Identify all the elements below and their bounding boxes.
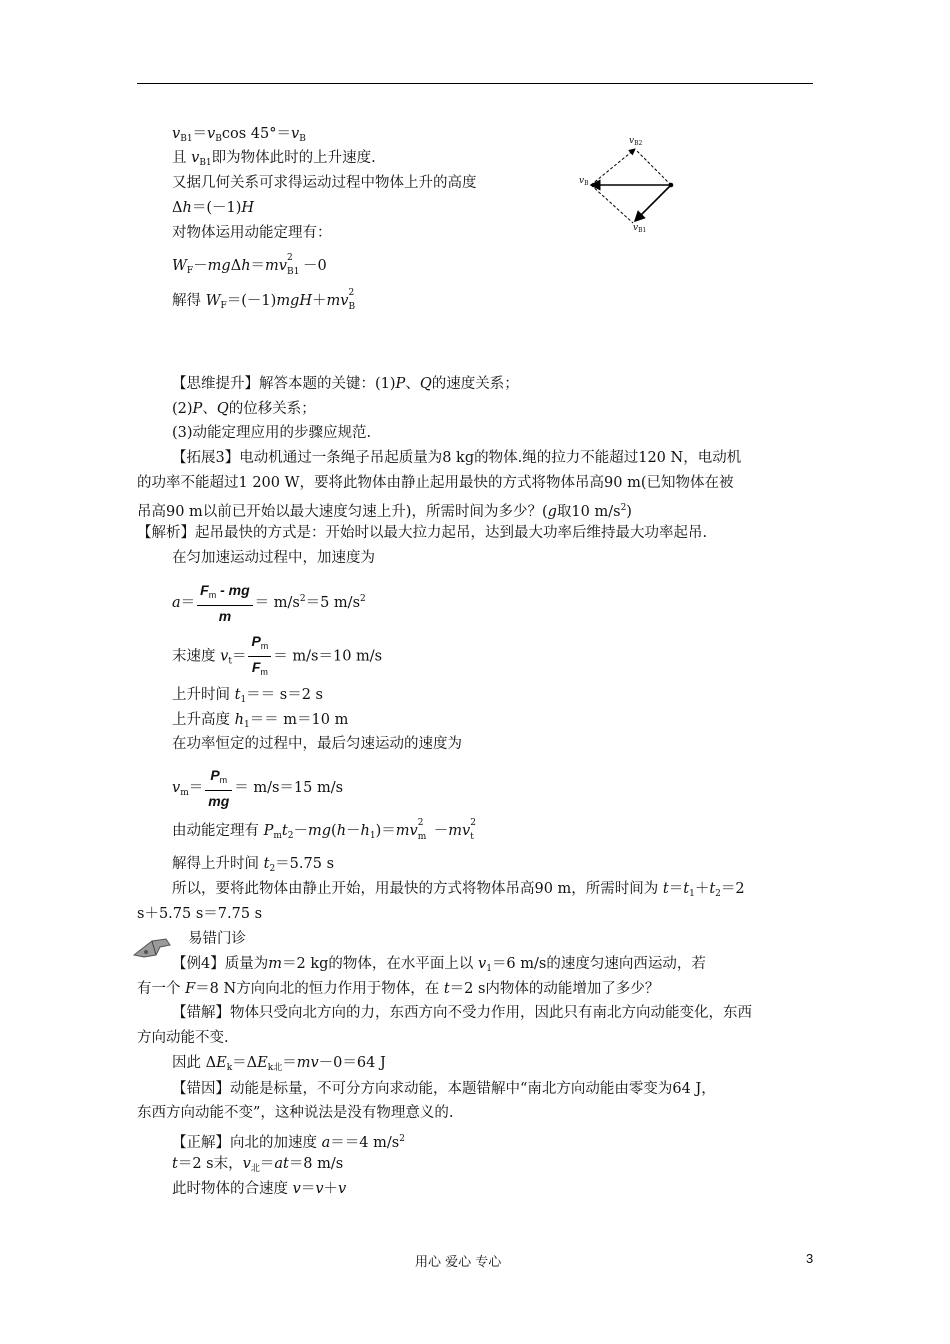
line-27: 【例4】质量为m＝2 kg的物体，在水平面上以 $v_1=6$ m/s的速度匀速向西运动，若 [172,956,706,974]
line-12: 的功率不能超过1 200 W，要将此物体由静止起用最快的方式将物体吊高90 m(已知物体在被 [137,475,734,491]
line-29: 【错解】物体只受向北方向的力，东西方向不受力作用，因此只有南北方向动能变化，东西 [172,1005,752,1021]
dashed-side-right [637,151,671,185]
line-11: 【拓展3】电动机通过一条绳子吊起质量为8 kg的物体.绳的拉力不能超过120 N，电动机 [172,450,742,466]
paperclip-icon [130,933,174,965]
line-1: $v_{B1}=v_B\cos$ $45^\circ=v_B$ [172,126,306,144]
footer-text: 用心 爱心 专心 [415,1255,502,1270]
label-vb1: $v_{B1}$ [633,223,647,234]
line-23: 解得上升时间 $t_2=5.75$ s [172,856,335,874]
line-21-max-velocity: $v_m=$ $\frac{P_m}{mg}$ ＝ m/s＝15 m/s [172,767,344,809]
line-17-final-velocity: 末速度 $v_t=$ $\frac{P_m}{F_m}$ ＝ m/s＝10 m/s [172,631,382,682]
line-4: Δh＝(－1)H [172,200,255,216]
line-22: 由动能定理有 $P_mt_2-mg(h-h_1)=mv$ 2 m －mv 2 t [172,818,476,842]
line-16-acceleration: a＝ $\frac{F_m - mg}{m}$ ＝ $m/s^2=5$ $m/s^2$ [172,582,366,624]
line-5: 对物体运用动能定理有： [172,225,332,241]
velocity-arrow-b2 [591,149,635,185]
pivot-point [669,183,674,188]
line-7: 解得 $W_F=(-1)mgH+mv$ 2 B [172,288,356,312]
line-2: 且 $v_{B1}$即为物体此时的上升速度. [172,150,376,168]
fraction-max-velocity: $\frac{P_m}{mg}$ [205,765,232,811]
line-24: 所以，要将此物体由静止开始，用最快的方式将物体吊高90 m，所需时间为 $t=t_1+t_2=2$ [172,881,745,899]
line-28: 有一个 F＝8 N方向向北的恒力作用于物体，在 t＝2 s内物体的动能增加了多少？ [137,981,660,997]
line-10: (3)动能定理应用的步骤应规范. [172,425,372,441]
line-6: $W_F-mg\Delta h=mv$ 2 B1 －0 [172,253,327,277]
label-vb: $v_B$ [579,176,589,187]
dashed-side-left [591,185,633,223]
line-19: 上升高度 $h_1== m=10$ m [172,712,349,730]
line-31: 因此 $\Delta E_k=\Delta E_{k北}=mv-0=64$ J [172,1055,386,1073]
line-8: 【思维提升】解答本题的关键：(1)P、Q的速度关系； [172,376,519,392]
fraction-final-velocity: $\frac{P_m}{F_m}$ [248,631,271,682]
line-3: 又据几何关系可求得运动过程中物体上升的高度 [172,175,477,191]
line-33: 东西方向动能不变”，这种说法是没有物理意义的. [137,1105,454,1121]
line-20: 在功率恒定的过程中，最后匀速运动的速度为 [172,736,462,752]
line-13: 吊高90 m以前已开始以最大速度匀速上升)，所需时间为多少？(g取10 $m/s^2$) [137,503,632,520]
line-30: 方向动能不变. [137,1030,229,1046]
line-36: 此时物体的合速度 v＝v＋v [172,1181,347,1197]
page-number: 3 [806,1251,814,1266]
line-9: (2)P、Q的位移关系； [172,401,316,417]
line-25: s＋5.75 s＝7.75 s [137,906,263,922]
line-32: 【错因】动能是标量，不可分方向求动能，本题错解中“南北方向动能由零变为64 J， [172,1081,716,1097]
velocity-diagram [575,133,687,243]
line-14: 【解析】起吊最快的方式是：开始时以最大拉力起吊，达到最大功率后维持最大功率起吊. [137,525,708,541]
section-heading-common-errors: 易错门诊 [188,931,246,947]
line-18: 上升时间 $t_1== s=2$ s [172,687,323,705]
fraction-acceleration: $\frac{F_m - mg}{m}$ [197,580,253,626]
line-15: 在匀加速运动过程中，加速度为 [172,550,375,566]
velocity-arrow-b1 [635,185,671,221]
label-vb2: $v_{B2}$ [629,136,643,147]
line-35: t＝2 s末，$v_北=at=8$ m/s [172,1156,344,1174]
line-34: 【正解】向北的加速度 a＝＝4 $m/s^2$ [172,1134,405,1151]
header-rule [137,83,813,84]
